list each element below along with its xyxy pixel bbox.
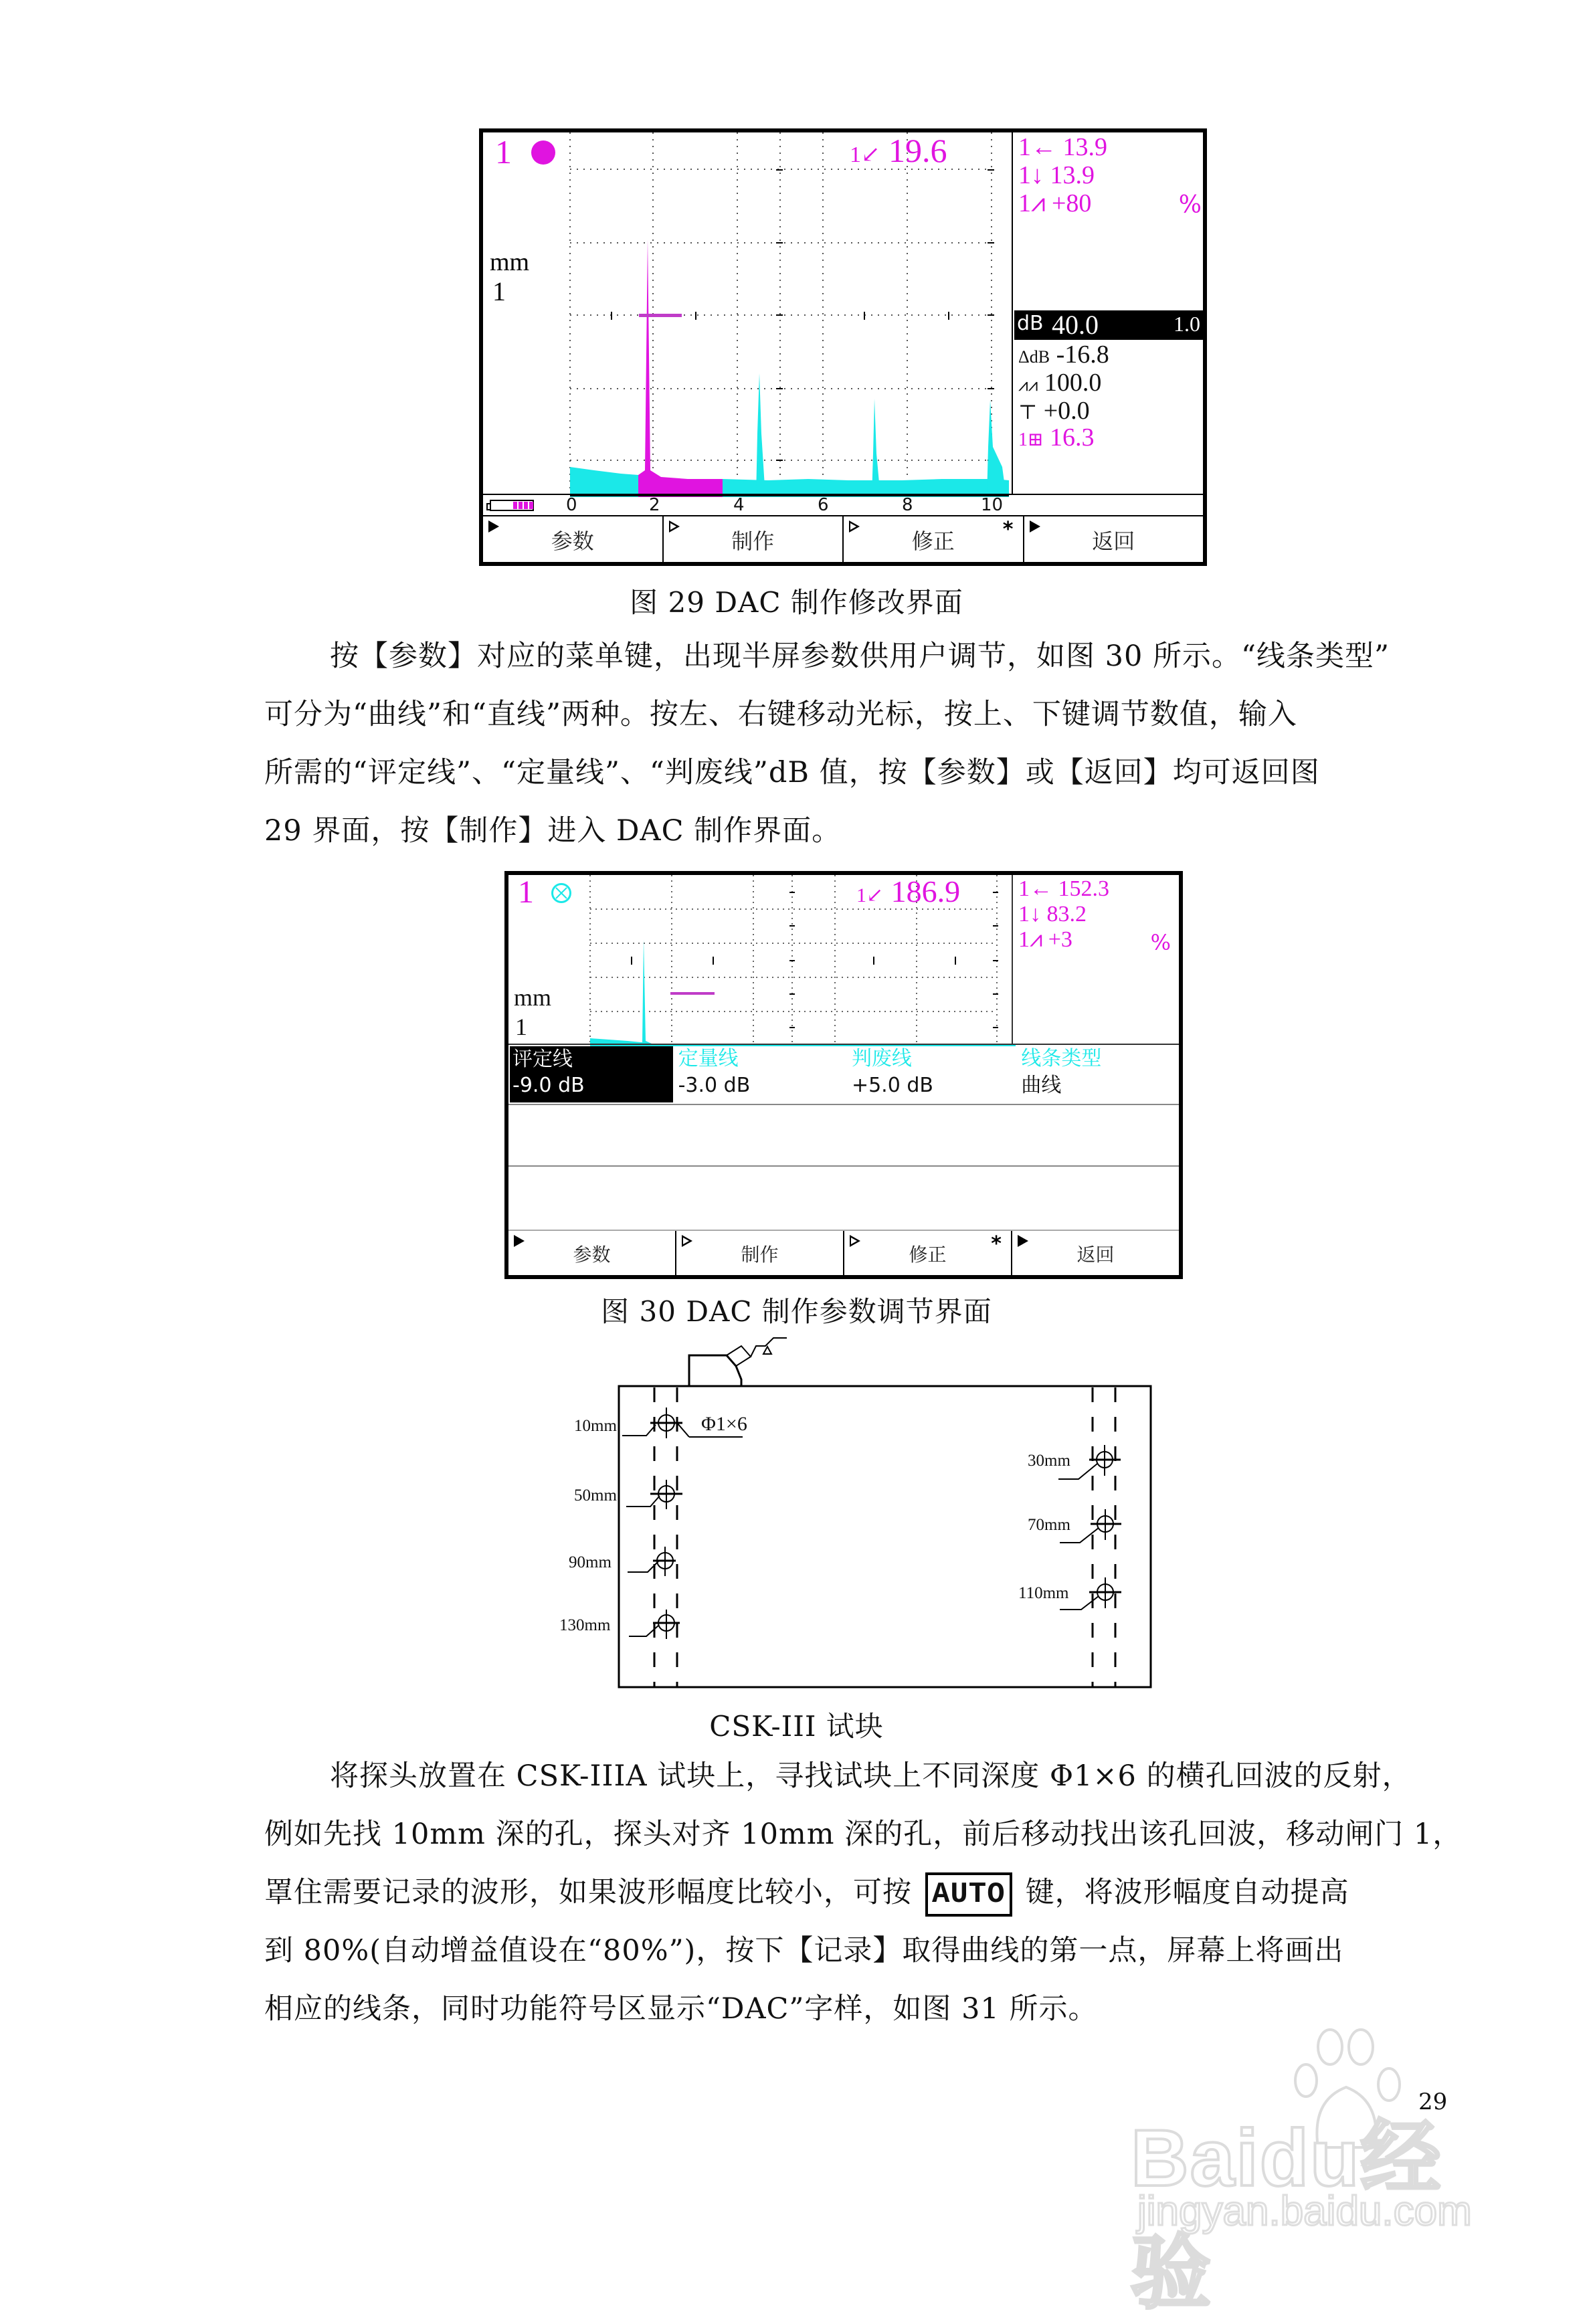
asterisk-icon: * bbox=[991, 1232, 1002, 1256]
watermark-url: jingyan.baidu.com bbox=[1137, 2188, 1472, 2234]
hole-label-10mm: 10mm bbox=[574, 1417, 617, 1435]
axis-tick-0: 0 bbox=[566, 495, 577, 515]
battery-icon bbox=[490, 500, 534, 511]
offset-icon: ⊤ bbox=[1018, 401, 1038, 423]
axis-tick-10: 10 bbox=[981, 495, 1004, 515]
menu-make-button[interactable]: 制作 bbox=[664, 516, 844, 563]
sound-path-icon: 1↙ bbox=[850, 142, 880, 167]
sound-path-icon: 1↙ bbox=[856, 884, 884, 906]
unit-scale: 1 bbox=[492, 276, 506, 306]
axis-tick-4: 4 bbox=[733, 495, 745, 515]
param-row bbox=[508, 1044, 1179, 1105]
readout-depth: 1↓ 13.9 bbox=[1018, 161, 1095, 189]
menu-params-button[interactable]: 参数 bbox=[483, 516, 664, 563]
status-dot-icon bbox=[531, 140, 555, 165]
baidu-watermark bbox=[1131, 2020, 1505, 2318]
horizontal-distance-icon: 1← bbox=[1018, 876, 1052, 901]
soft-key-menu bbox=[483, 515, 1203, 563]
a-scan-waveform bbox=[567, 132, 1014, 497]
readout-horizontal: 1← 152.3 bbox=[1018, 876, 1109, 901]
hole-spec-label: Φ1×6 bbox=[701, 1413, 747, 1435]
delta-db-icon: ΔdB bbox=[1018, 347, 1050, 367]
paragraph-line: 按【参数】对应的菜单键，出现半屏参数供用户调节，如图 30 所示。“线条类型” bbox=[330, 640, 1390, 673]
menu-return-button[interactable]: 返回 bbox=[1012, 1231, 1179, 1276]
readout-gate-width: 1⊞ 16.3 bbox=[1018, 423, 1095, 452]
menu-return-button[interactable]: 返回 bbox=[1024, 516, 1204, 563]
empty-row bbox=[508, 1104, 1179, 1167]
paragraph-line: 例如先找 10mm 深的孔，探头对齐 10mm 深的孔，前后移动找出该孔回波，移动闸门 1， bbox=[264, 1818, 1463, 1851]
empty-row bbox=[508, 1167, 1179, 1230]
unit-scale: 1 bbox=[515, 1013, 527, 1040]
option-marker-icon bbox=[669, 520, 680, 532]
readout-amplitude: 1⩘ +3 bbox=[1018, 927, 1072, 952]
gain-row[interactable] bbox=[1014, 310, 1204, 340]
amplitude-icon: 1⩘ bbox=[1018, 189, 1046, 217]
figure30-screen bbox=[504, 871, 1183, 1279]
axis-tick-8: 8 bbox=[902, 495, 913, 515]
hole-label-110mm: 110mm bbox=[1018, 1584, 1069, 1602]
hole-label-90mm: 90mm bbox=[569, 1553, 612, 1571]
channel-number: 1 bbox=[518, 874, 534, 910]
param-line-type[interactable]: 线条类型 曲线 bbox=[1021, 1047, 1102, 1097]
axis-strip bbox=[483, 494, 1203, 516]
reject-icon: ⩘⩘ bbox=[1018, 375, 1038, 395]
horizontal-distance-icon: 1← bbox=[1018, 133, 1056, 161]
readout-amplitude: 1⩘ +80 bbox=[1018, 189, 1092, 217]
figure29-screen bbox=[479, 128, 1207, 566]
test-block-caption: CSK-III 试块 bbox=[709, 1710, 884, 1743]
info-panel bbox=[1012, 132, 1208, 494]
gate-width-icon: 1⊞ bbox=[1018, 429, 1044, 450]
paragraph-line: 29 界面，按【制作】进入 DAC 制作界面。 bbox=[264, 814, 842, 848]
crossed-circle-icon bbox=[551, 883, 571, 903]
info-panel bbox=[1012, 875, 1180, 1044]
axis-tick-2: 2 bbox=[649, 495, 660, 515]
selected-marker-icon bbox=[1030, 520, 1040, 532]
paragraph-1 bbox=[264, 627, 1448, 860]
watermark-brand: Baidu经验 bbox=[1131, 2113, 1442, 2318]
option-marker-icon bbox=[850, 1235, 860, 1247]
hole-label-70mm: 70mm bbox=[1028, 1516, 1070, 1534]
figure29-caption: 图 29 DAC 制作修改界面 bbox=[630, 586, 963, 619]
gain-step: 1.0 bbox=[1174, 312, 1200, 336]
sound-path-readout: 1↙ 186.9 bbox=[856, 874, 961, 908]
paragraph-line: 到 80%(自动增益值设在“80%”)，按下【记录】取得曲线的第一点，屏幕上将画出 bbox=[264, 1934, 1344, 1967]
sound-path-readout: 1↙ 19.6 bbox=[850, 132, 947, 169]
readout-offset: ⊤ +0.0 bbox=[1018, 397, 1090, 425]
page-number: 29 bbox=[1418, 2089, 1448, 2115]
axis-tick-6: 6 bbox=[818, 495, 829, 515]
option-marker-icon bbox=[682, 1235, 692, 1247]
menu-params-button[interactable]: 参数 bbox=[508, 1231, 676, 1276]
depth-icon: 1↓ bbox=[1018, 902, 1041, 927]
paragraph-line: 相应的线条，同时功能符号区显示“DAC”字样，如图 31 所示。 bbox=[264, 1992, 1098, 2026]
param-quantitative-line[interactable]: 定量线 -3.0 dB bbox=[678, 1047, 751, 1097]
hole-label-130mm: 130mm bbox=[559, 1616, 611, 1634]
test-block-diagram bbox=[549, 1331, 1164, 1692]
paragraph-line: 可分为“曲线”和“直线”两种。按左、右键移动光标，按上、下键调节数值，输入 bbox=[264, 698, 1297, 731]
paragraph-line: 罩住需要记录的波形，如果波形幅度比较小，可按 AUTO 键，将波形幅度自动提高 bbox=[264, 1864, 1448, 1922]
paragraph-line: 所需的“评定线”、“定量线”、“判废线”dB 值，按【参数】或【返回】均可返回图 bbox=[264, 756, 1320, 789]
amplitude-icon: 1⩘ bbox=[1018, 927, 1043, 952]
param-evaluation-line[interactable]: 评定线 -9.0 dB bbox=[510, 1046, 673, 1102]
unit-label: mm bbox=[514, 984, 552, 1011]
figure30-caption: 图 30 DAC 制作参数调节界面 bbox=[601, 1295, 992, 1328]
auto-key-icon: AUTO bbox=[925, 1872, 1012, 1917]
gain-value: 40.0 bbox=[1052, 310, 1099, 340]
selected-marker-icon bbox=[1018, 1235, 1028, 1247]
selected-marker-icon bbox=[514, 1235, 525, 1247]
unit-label: mm bbox=[490, 248, 530, 276]
hole-label-50mm: 50mm bbox=[574, 1486, 617, 1505]
readout-suppression: ⩘⩘ 100.0 bbox=[1018, 369, 1102, 397]
menu-correct-button[interactable]: * 修正 bbox=[844, 1231, 1012, 1276]
readout-depth: 1↓ 83.2 bbox=[1018, 902, 1087, 927]
depth-icon: 1↓ bbox=[1018, 161, 1044, 189]
percent-unit: % bbox=[1150, 930, 1171, 955]
param-rejection-line[interactable]: 判废线 +5.0 dB bbox=[851, 1047, 933, 1097]
readout-horizontal: 1← 13.9 bbox=[1018, 133, 1107, 161]
asterisk-icon: * bbox=[1002, 518, 1014, 541]
menu-make-button[interactable]: 制作 bbox=[676, 1231, 844, 1276]
readout-delta-db: ΔdB -16.8 bbox=[1018, 341, 1109, 369]
gain-label: dB bbox=[1017, 312, 1044, 335]
paragraph-line: 将探头放置在 CSK-IIIA 试块上，寻找试块上不同深度 Φ1×6 的横孔回波的反射， bbox=[330, 1759, 1412, 1793]
channel-number: 1 bbox=[495, 133, 512, 171]
option-marker-icon bbox=[849, 520, 860, 532]
menu-correct-button[interactable]: * 修正 bbox=[844, 516, 1024, 563]
soft-key-menu bbox=[508, 1230, 1179, 1276]
percent-unit: % bbox=[1178, 191, 1202, 219]
selected-marker-icon bbox=[488, 520, 499, 532]
hole-label-30mm: 30mm bbox=[1028, 1452, 1070, 1470]
paragraph-2 bbox=[264, 1747, 1463, 2038]
